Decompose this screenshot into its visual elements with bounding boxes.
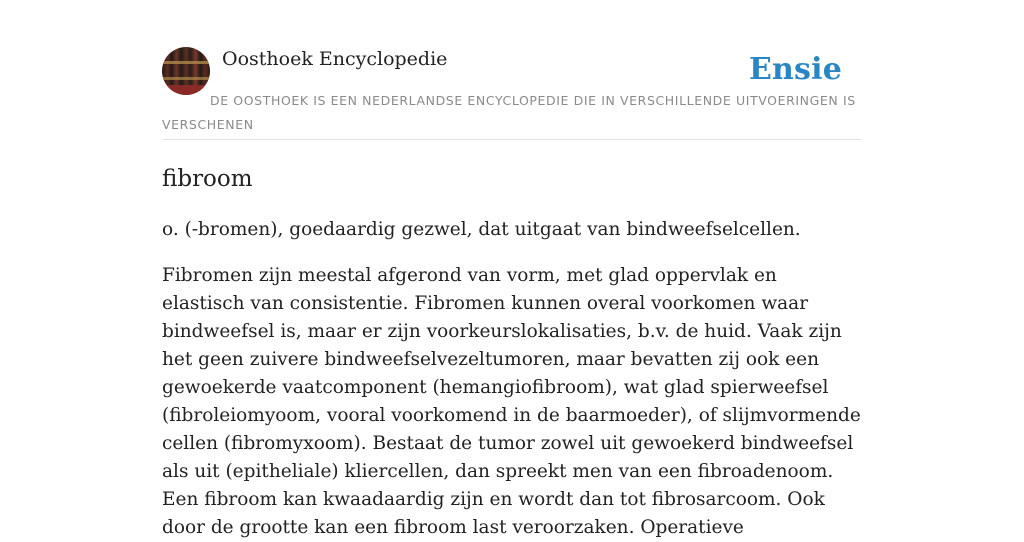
site-name-link[interactable]: Oosthoek Encyclopedie bbox=[222, 48, 448, 70]
brand-logo-link[interactable]: Ensie bbox=[748, 52, 842, 87]
page bbox=[162, 0, 862, 542]
article-title: fibroom bbox=[162, 166, 253, 192]
article-definition: o. (-bromen), goedaardig gezwel, dat uitgaat van bindweefselcellen. bbox=[162, 219, 801, 240]
site-tagline: DE OOSTHOEK IS EEN NEDERLANDSE ENCYCLOPEDIE DIE IN VERSCHILLENDE UITVOERINGEN IS VERSCHENEN bbox=[162, 93, 856, 132]
article-body: Fibromen zijn meestal afgerond van vorm, met glad oppervlak en elastisch van consistentie. Fibromen kunnen overal voorkomen waar bindweefsel is, maar er zijn voorkeurslokalisaties, b.v. de huid. Vaak zijn het geen zuivere bindweefselvezeltumoren, maar bevatten zij ook een gewoekerde vaatcomponent (hemangiofibroom), wat glad spierweefsel (fibroleiomyoom, vooral voorkomend in de baarmoeder), of slijmvormende cellen (fibromyxoom). Bestaat de tumor zowel uit gewoekerd bindweefsel als uit (epitheliale) kliercellen, dan spreekt men van een fibroadenoom. Een fibroom kan kwaadaardig zijn en wordt dan tot fibrosarcoom. Ook door de grootte kan een fibroom last veroorzaken. Operatieve bbox=[162, 265, 861, 538]
encyclopedia-books-icon[interactable] bbox=[162, 47, 210, 95]
site-header bbox=[162, 47, 862, 140]
